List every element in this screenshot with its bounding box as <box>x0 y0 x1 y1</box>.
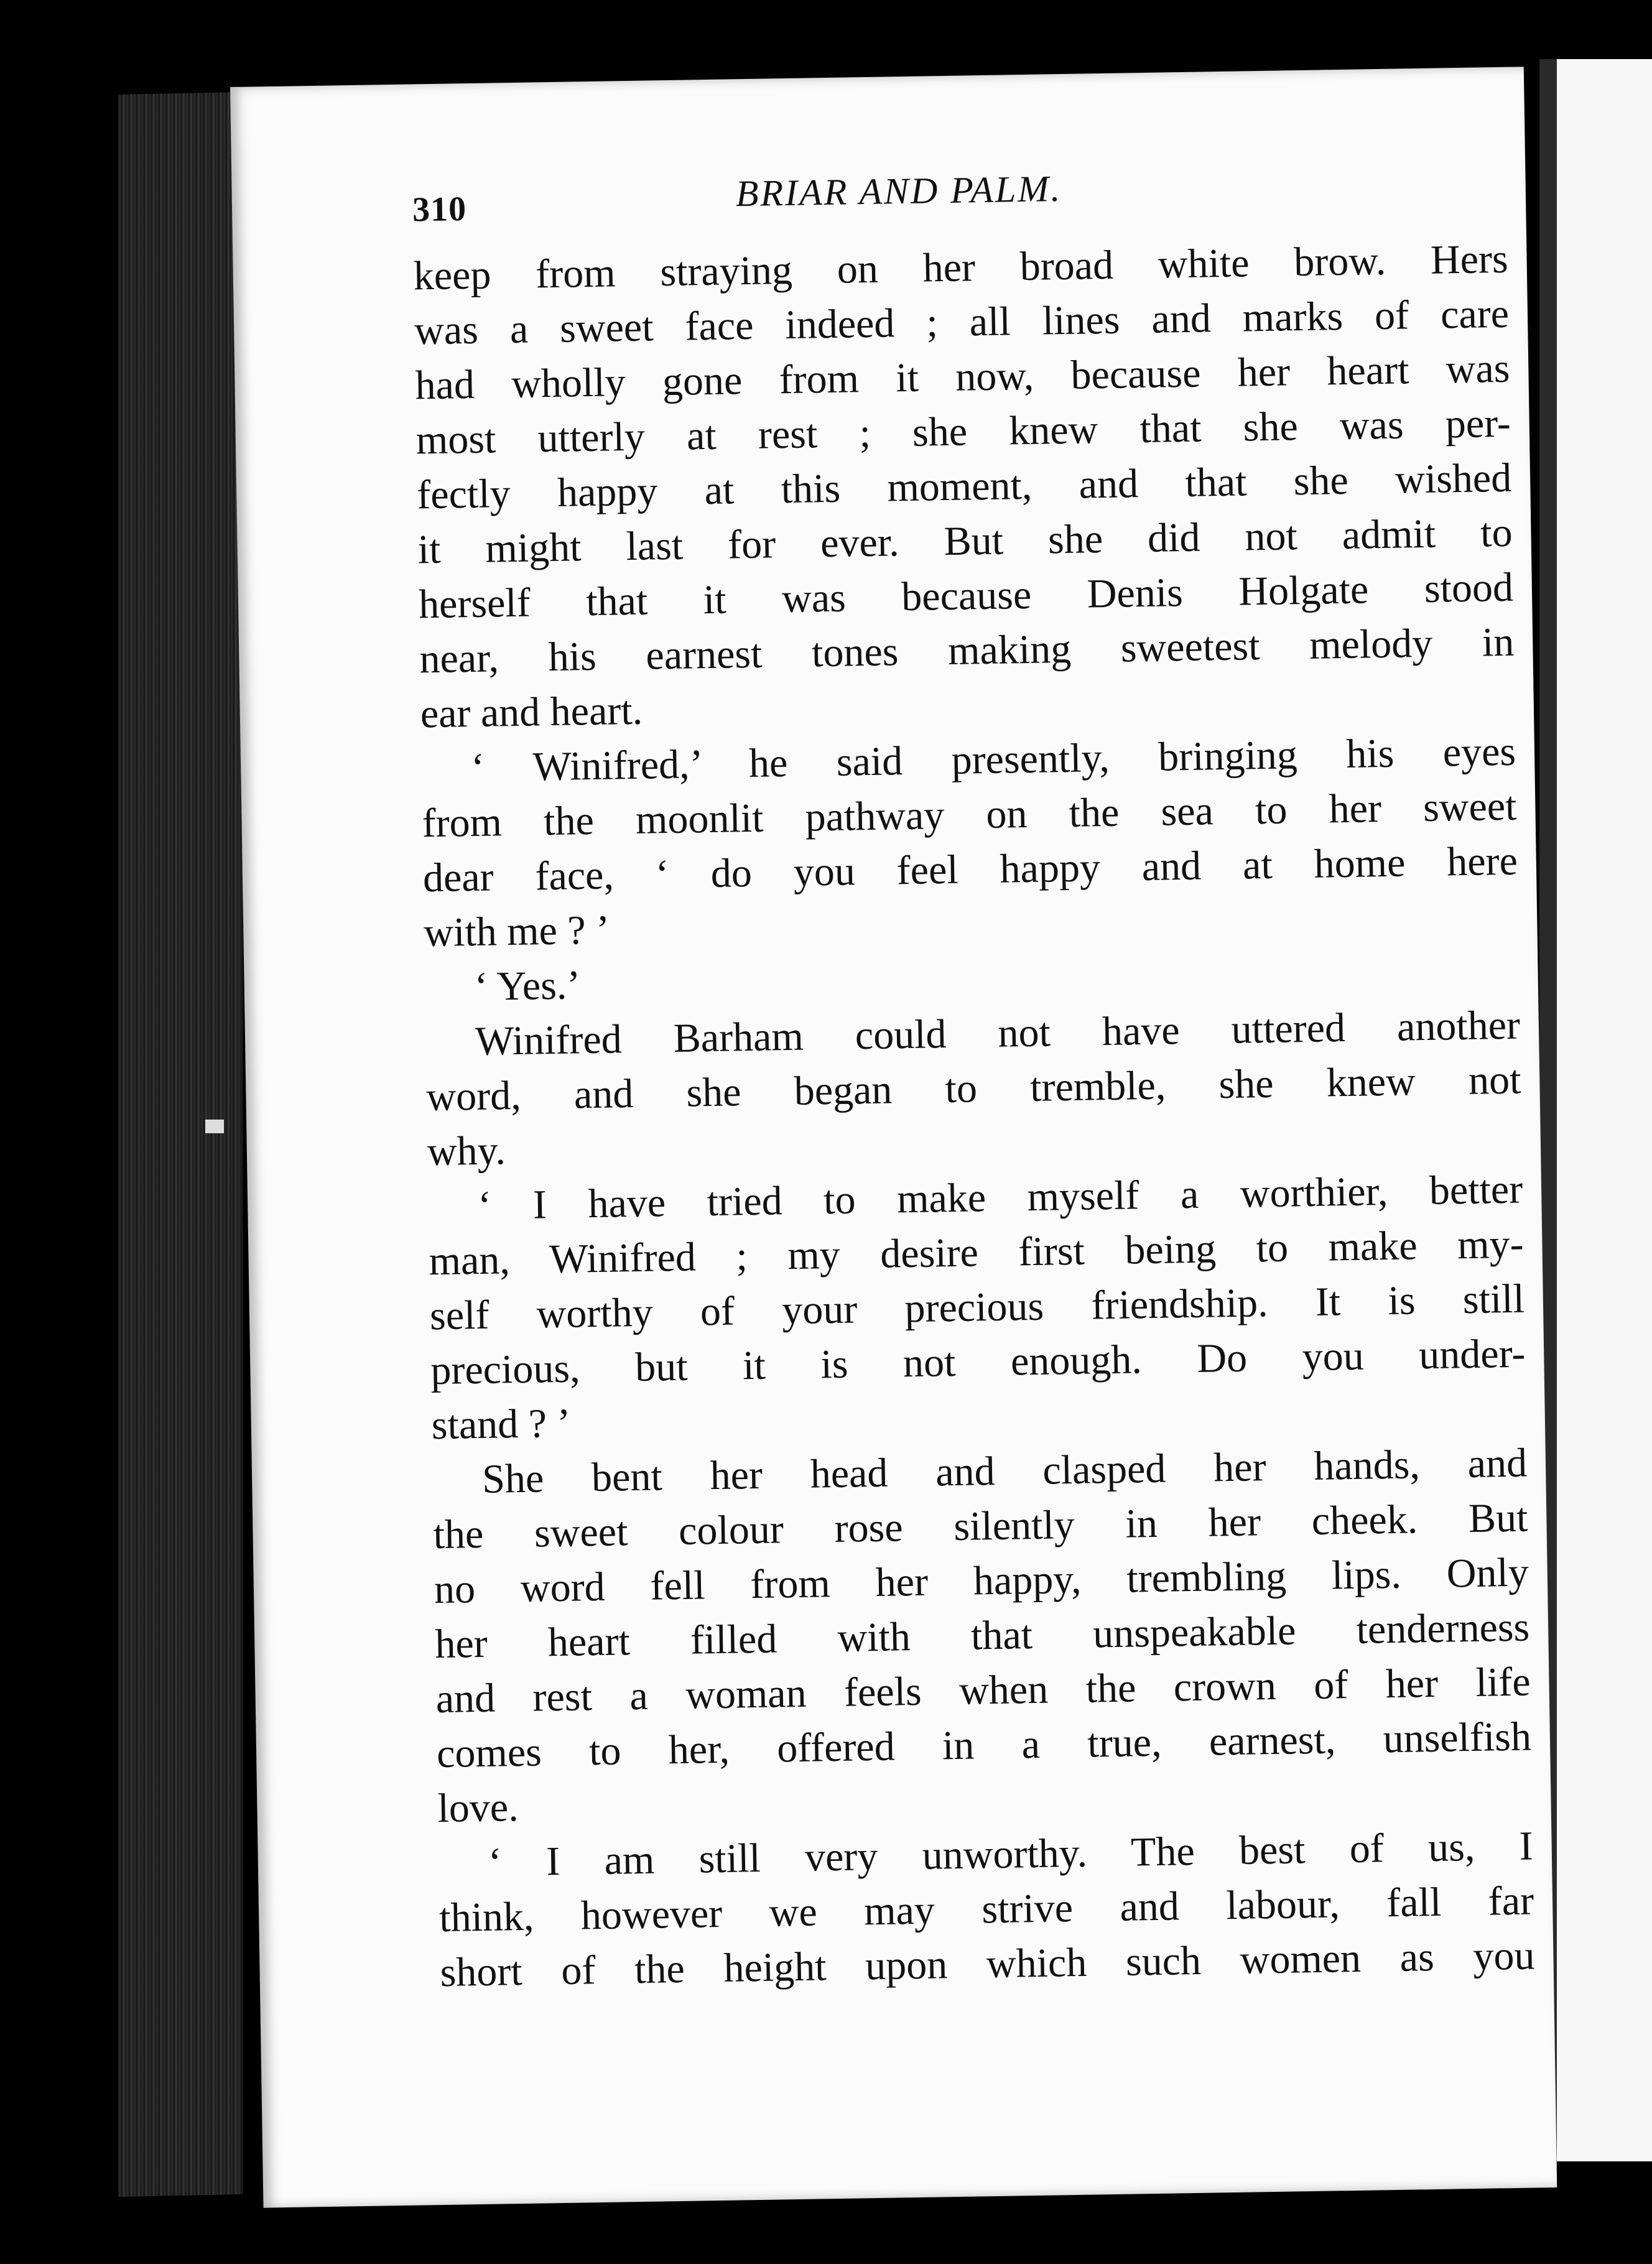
text-line: comes to her, offered in a true, earnest, unselfish <box>436 1714 1532 1777</box>
text-line: keep from straying on her broad white brow. Hers <box>413 236 1509 299</box>
book-edge <box>118 92 243 2197</box>
text-line: with me ? ’ <box>423 907 610 956</box>
text-line: Winifred Barham could not have uttered another <box>475 1002 1521 1064</box>
scan-speck <box>205 1120 224 1133</box>
text-line: precious, but it is not enough. Do you under- <box>430 1330 1526 1394</box>
text-line: her heart filled with that unspeakable tenderness <box>434 1604 1530 1668</box>
text-line: had wholly gone from it now, because her heart was <box>415 345 1510 409</box>
text-line: dear face, ‘ do you feel happy and at home here <box>422 838 1518 901</box>
text-line: from the moonlit pathway on the sea to her sweet <box>422 783 1517 847</box>
text-line: it might last for ever. But she did not admit to <box>417 509 1513 573</box>
text-line: herself that it was because Denis Holgate stood <box>418 564 1514 628</box>
running-head: BRIAR AND PALM. <box>735 168 1062 215</box>
text-line: ear and heart. <box>420 687 643 737</box>
text-line: no word fell from her happy, trembling lips. Only <box>434 1549 1529 1613</box>
text-line: ‘ Yes.’ <box>474 962 581 1010</box>
text-line: ‘ I have tried to make myself a worthier, better <box>477 1166 1523 1228</box>
text-line: and rest a woman feels when the crown of her life <box>435 1659 1531 1722</box>
text-line: stand ? ’ <box>431 1400 571 1449</box>
text-line: man, Winifred ; my desire first being to make my- <box>429 1221 1524 1284</box>
text-line: was a sweet face indeed ; all lines and marks of care <box>414 290 1510 354</box>
book-page <box>230 67 1557 2207</box>
text-line: think, however we may strive and labour, fall far <box>439 1878 1534 1941</box>
facing-page-edge <box>1539 59 1652 2161</box>
page-number: 310 <box>412 190 467 230</box>
text-line: word, and she began to tremble, she knew not <box>425 1057 1521 1120</box>
text-line: She bent her head and clasped her hands, and <box>481 1440 1528 1502</box>
text-line: the sweet colour rose silently in her cheek. But <box>433 1495 1528 1558</box>
text-line: why. <box>427 1128 506 1175</box>
text-line: near, his earnest tones making sweetest melody in <box>419 619 1515 682</box>
text-line: ‘ I am still very unworthy. The best of us, I <box>488 1823 1534 1885</box>
text-line: self worthy of your precious friendship. It is still <box>429 1276 1525 1339</box>
body-text <box>413 232 1535 2000</box>
text-line: love. <box>437 1784 519 1832</box>
text-line: most utterly at rest ; she knew that she was per- <box>415 400 1511 463</box>
page-header <box>412 160 1483 246</box>
text-line: ‘ Winifred,’ he said presently, bringing his eyes <box>470 728 1516 791</box>
text-line: fectly happy at this moment, and that she wished <box>416 455 1512 518</box>
text-line: short of the height upon which such women as you <box>440 1932 1536 1996</box>
